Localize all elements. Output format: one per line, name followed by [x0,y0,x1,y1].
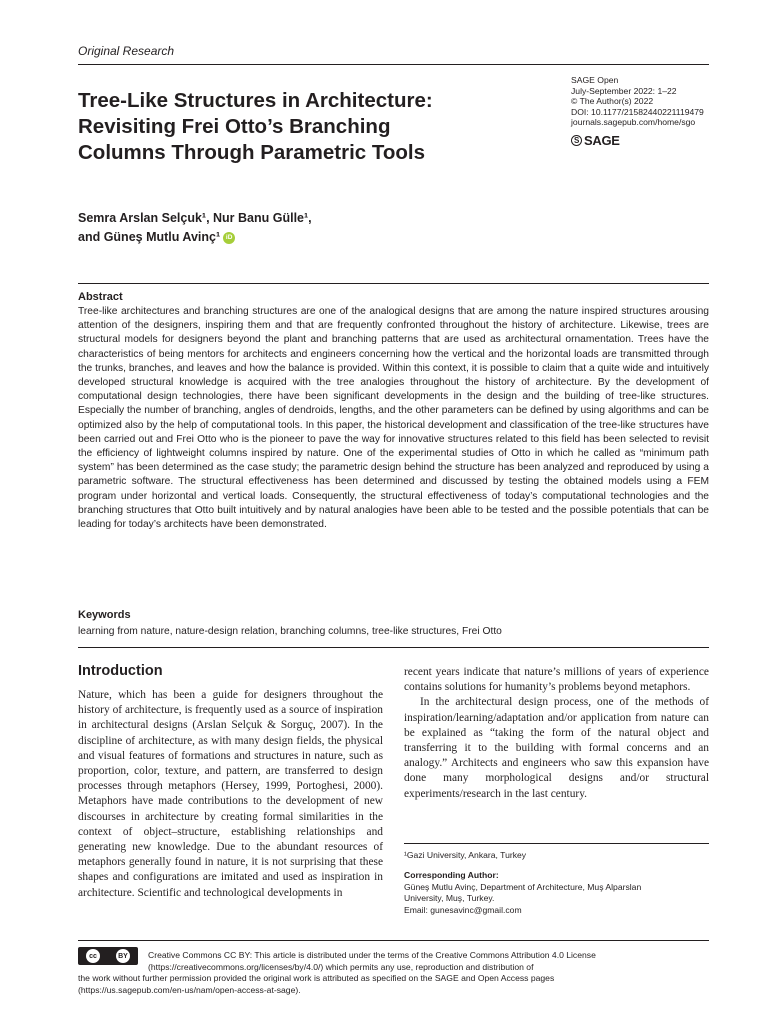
section-label: Original Research [78,44,175,58]
abstract-heading: Abstract [78,291,123,303]
sage-logo [571,133,620,148]
corresponding-author [404,870,709,916]
author-line-2 [78,228,312,247]
affiliation-footnote: ¹Gazi University, Ankara, Turkey [404,850,527,860]
body-column-left: Nature, which has been a guide for designers throughout the history of architecture, is frequently used as a source of inspiration in architectural designs (Arslan Selçuk & Sorguç, 2007). In the discipline of architecture, as with many design fields, the physical and visual features of formations and structures in nature, such as proportion, color, texture, and pattern, are transferred to design processes through metaphors (Hersey, 1999, Portoghesi, 2000). Metaphors have made contributions to the development of new discourses in architecture by creating formal similarities in the context of object–structure, establishing relationships and generating new knowledge. Due to the abundant resources of metaphors generally found in nature, it is not surprising that these shapes and configurations are imitated and used as inspiration in architecture. Scientific and technological developments in [78,689,383,899]
body-column-right [404,665,709,802]
keywords-divider [78,647,709,648]
title-line: Revisiting Frei Otto’s Branching [78,115,391,138]
author-line: and Güneş Mutlu Avinç¹ [78,230,221,244]
creative-commons-badge [78,947,138,965]
journal-meta [571,75,704,128]
keywords-heading: Keywords [78,609,131,621]
body-paragraph: In the architectural design process, one of the methods of inspiration/learning/adaptation and/or application from nature can be explained as “taking the form of the natural object and transferring it to the building with formal concerns and an analogy.” Architects and engineers who saw this expansion have done many morphological designs and/or structural experiments/research in the last century. [404,696,709,800]
author-list [78,209,312,247]
sage-logo-text: SAGE [584,133,620,148]
corresponding-detail: University, Muş, Turkey. [404,893,495,903]
abstract-text: Tree-like architectures and branching structures are one of the analogical designs that are among the nature inspired structures arousing attention of the designers, inspiring them and that are frequently confronted throughout the history of architecture. Likewise, trees are structural models for designers beyond the plant and branching patterns that are used as architectural ornamentation. Trees have the characteristics of being mentors for architects and engineers concerning how the vertical and the horizontal loads are transmitted through the trunks, branches, and leaves and how the balance is provided. Within this context, it is possible to claim that a quite wide and intuitively developed structural knowledge is acquired with the tree analogies throughout the history of architecture. By the development of computational design technologies, there have been significant developments in the design and the building of tree-like structures. Especially the number of branching, angles of dendroids, lengths, and the other parameters can be defined by using algorithms and can be optimized also by the help of computational tools. In this paper, the historical development and classification of the tree-like structures have been carried out and Frei Otto who is the pioneer to pave the way for innovative structures related to this field has been selected to revisit the efficiency of lightweight columns inspired by nature. One of the experimental studies of Otto in which he called as “minimum path system” has been determined as the case study; the parametric design behind the structure has been analyzed and reproduced by using a parametric software. The structural effectiveness has been determined and discussed by testing the obtained models using a FEM program under horizontal and vertical loads. Consequently, the structural effectiveness of today’s computational technologies and the branching structures that Otto built intuitively and by natural analogies have been able to be tested and the possible potentials that can be leading for today’s architects have been demonstrated. [78,306,709,531]
license-line: the work without further permission provided the original work is attributed as specified on the SAGE and Open Access pages [78,973,555,983]
corresponding-detail: Güneş Mutlu Avinç, Department of Architecture, Muş Alparslan [404,881,642,892]
introduction-heading: Introduction [78,663,163,679]
title-line: Tree-Like Structures in Architecture: [78,89,433,112]
corresponding-heading: Corresponding Author: [404,870,499,880]
license-line[interactable]: (https://us.sagepub.com/en-us/nam/open-access-at-sage). [78,984,301,995]
orcid-icon[interactable]: iD [223,232,235,244]
article-title [78,88,518,166]
author-line: Semra Arslan Selçuk¹, Nur Banu Gülle¹, [78,211,312,225]
cc-by-icon: BY [116,949,130,963]
journal-name: SAGE Open [571,75,619,85]
sage-logo-icon: S [571,135,582,146]
keywords-text: learning from nature, nature-design relation, branching columns, tree-like structures, Frei Otto [78,626,502,637]
corresponding-email[interactable]: Email: gunesavinc@gmail.com [404,904,522,915]
journal-url[interactable]: journals.sagepub.com/home/sgo [571,117,696,127]
license-text-continued [78,973,709,996]
doi[interactable]: DOI: 10.1177/21582440221119479 [571,106,704,117]
license-divider [78,940,709,941]
journal-issue: July-September 2022: 1–22 [571,85,677,96]
abstract-divider [78,283,709,284]
cc-icon: cc [86,949,100,963]
title-line: Columns Through Parametric Tools [78,141,426,164]
copyright: © The Author(s) 2022 [571,96,654,106]
body-paragraph: recent years indicate that nature’s millions of years of experience contains solutions for humanity’s problems beyond metaphors. [404,666,709,694]
license-text: Creative Commons CC BY: This article is distributed under the terms of the Creative Commons Attribution 4.0 License (https://creativecommons.org/licenses/by/4.0/) which permits any use, reproduction and distribution of [148,950,596,972]
header-divider [78,64,709,65]
footnote-divider [404,843,709,844]
